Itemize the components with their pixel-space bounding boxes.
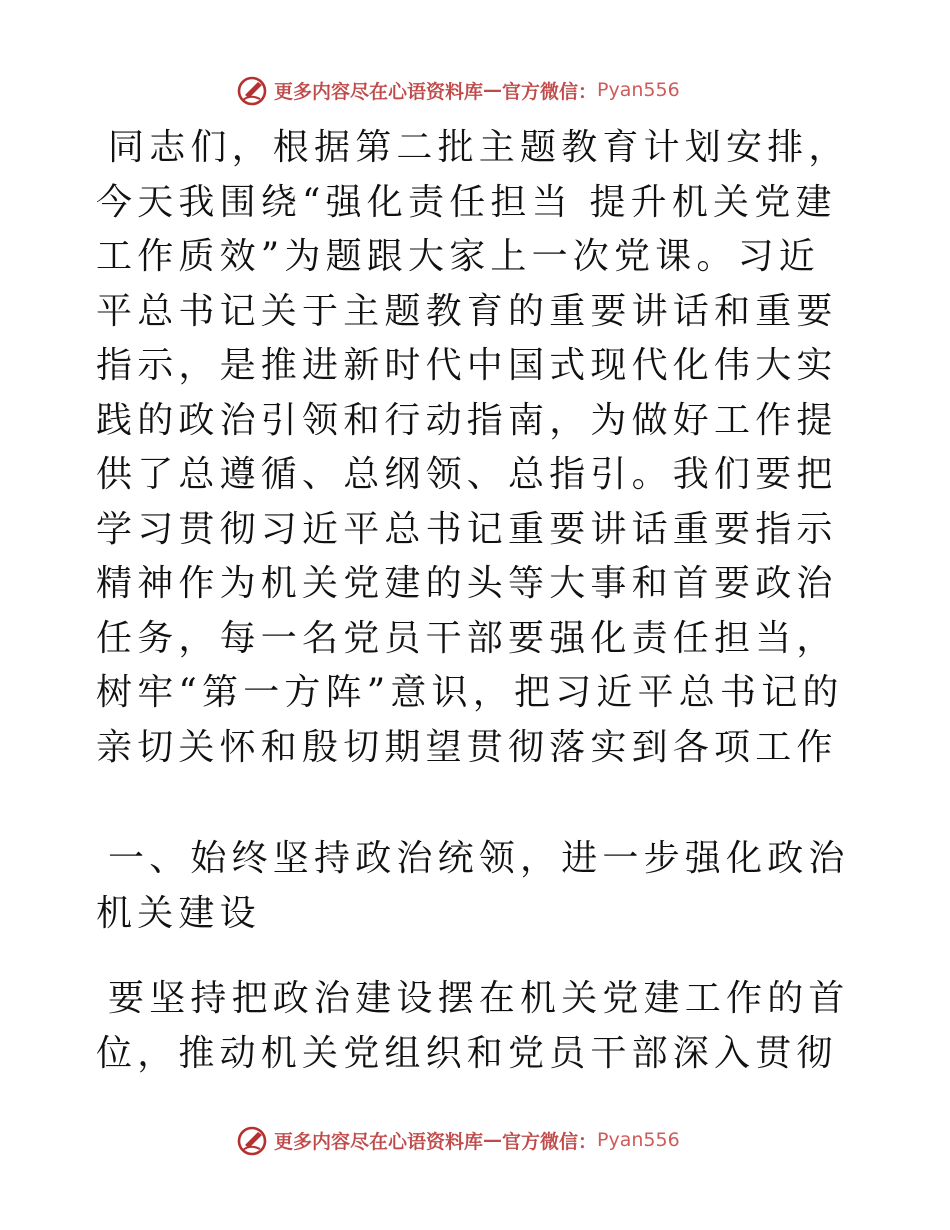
watermark-separator: — <box>483 1129 503 1151</box>
watermark-brand-text: 更多内容尽在心语资料库 <box>274 80 484 103</box>
section-heading-1 <box>96 832 856 941</box>
section-heading-1-text: 一、始终坚持政治统领，进一步强化政治机关建设 <box>96 838 850 934</box>
watermark-brand-text: 更多内容尽在心语资料库 <box>274 1130 484 1153</box>
watermark-contact-id: Pyan556 <box>597 1129 680 1151</box>
paragraph-intro <box>96 121 856 775</box>
pen-book-logo-icon <box>236 1123 270 1157</box>
watermark-contact-id: Pyan556 <box>597 79 680 101</box>
paragraph-section-1 <box>96 972 856 1081</box>
pen-book-logo-icon <box>236 73 270 107</box>
watermark-contact-label: 官方微信： <box>502 1130 598 1153</box>
footer-watermark <box>236 1122 680 1158</box>
paragraph-section-1-text: 要坚持把政治建设摆在机关党建工作的首位，推动机关党组织和党员干部深入贯彻 <box>96 978 850 1074</box>
paragraph-intro-text: 同志们，根据第二批主题教育计划安排，今天我围绕“强化责任担当 提升机关党建工作质效”为题跟大家上一次党课。习近平总书记关于主题教育的重要讲话和重要指示，是推进新时代中国式现代化伟大实践的政治引领和行动指南，为做好工作提供了总遵循、总纲领、总指引。我们要把学习贯彻习近平总书记重要讲话重要指示精神作为机关党建的头等大事和首要政治任务，每一名党员干部要强化责任担当，树牢“第一方阵”意识，把习近平总书记的亲切关怀和殷切期望贯彻落实到各项工作 <box>96 127 850 768</box>
watermark-separator: — <box>483 79 503 101</box>
header-watermark <box>236 72 680 108</box>
watermark-contact-label: 官方微信： <box>502 80 598 103</box>
